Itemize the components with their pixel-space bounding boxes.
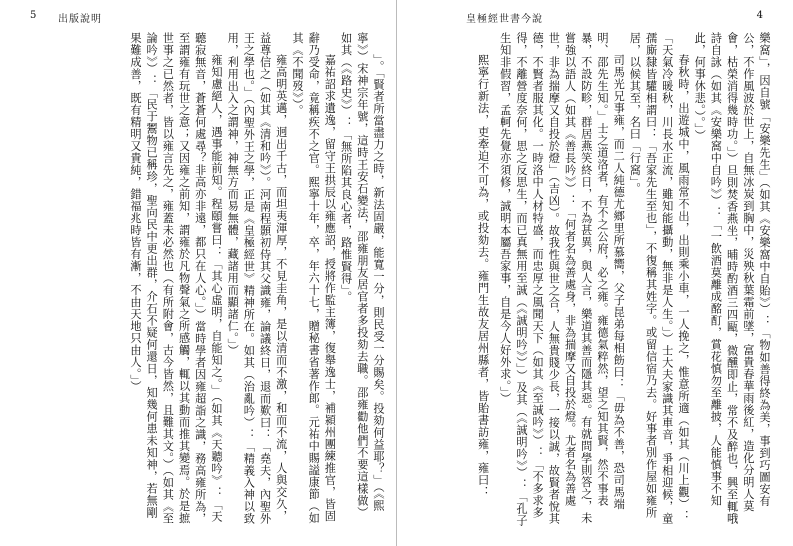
left-paragraph-2: 嘉祐詔求遺逸，留守王拱辰以雍應詔，授將作監主簿，復舉逸士，補潁州團練推官，皆固辭乃受命，竟稱疾不之官。熙寧十年，卒，年六十七，贈秘書省著作郎。元祐中賜謚康節（如其《不聞歿》）。: [290, 32, 337, 524]
paragraph-gap: [491, 32, 497, 528]
left-paragraph-1: 」。「賢者所當盡力之時，新法固嚴，能寬一分，則民受一分賜矣。投劾何益耶？」（《熙寧》）宋神宗年號，這時王安石變法，邵雍朋友居官者多投劾去職。邵雍勸他們不要這樣做）如其（《路史》）：「無所陷其良心者，路惟賢得」。: [339, 32, 385, 519]
left-paragraph-4: 雍知慮絕人，遇事能前知。程頤嘗曰：「其心虛明，自能知之。」（如其《天聽吟》：「天聽寂無音，蒼蒼何處尋？非高亦非遠，都只在人心。」）當時學者因雍超詣之識，務高雍所為，至謂雍有玩世之意；又因雍之前知，謂雍於凡物聲氣之所感觸，輒以其動而推其變焉。於是摭世事之已然者，皆以雍言先之，雍蓋未必然也（有所附會，古今皆然，且難其文。）（如其《至論吟》）：「民于鬻物已稱珍，聖向民中更出群，介石不疑何還日，知幾何患未知神，若無剛果難成善，既有精明又貴純，錯福兆時皆有漸，不由天地只由人。」）: [128, 32, 223, 525]
right-page-number: 4: [756, 10, 763, 21]
page-gutter: [396, 0, 397, 546]
left-page-number: 5: [30, 10, 37, 21]
left-running-head: 出版說明: [58, 14, 102, 25]
right-running-head: 皇極經世書今說: [466, 14, 543, 25]
right-paragraph-2: 春秋時，出遊城中，風雨常不出，出則乘小車，一人挽之，惟意所適（如其（川上觀）：「天氣冷暖秋，川長水正流，雖知能攝動，無非是人生。」）士大夫家識其車音，爭相迎候，童孺廝隸皆驩相謂曰：「吾家先生至也」，不復稱其姓字。或留信宿乃去。好事者別作屋如雍所居，以候其至，名曰「行窩」。: [628, 32, 690, 525]
right-paragraph-3: 司馬光兄事雍，而二人純德尤鄉里所慕嚮，父子昆弟每相飭曰：「毋為不善，恐司馬端明、邵先生知。」士之道洛者，有不之公府，必之雍。雍德氣粹然，望之知其賢，然不事表暴，不設防畛，群居燕笑終日，不為甚異，與人言，樂道其善而隱其惡。有就問學則答之，未嘗強以語人（如其《善長吟》）：「何者名為善處身，非為揣摩又自投於燈。尤者名為善處世，非為揣摩又自投於燈」（吉凶）。故我性與世之合，人無貴賤少長，一接以誠，故賢者悅其德，不賢者服其化。一時洛中人材特盛，而忠厚之風聞天下（如其《至誠吟》）：「不多求多得，不離營度奈何，思之反思生，而已真無用至誠（《誠明吟》）」）及其（《誠明吟》）：「孔子生知非假習，孟軻先覺亦須修，誠明本屬吾家事，自是今人好外求。」）: [498, 32, 626, 527]
left-page-body: [20, 32, 386, 528]
right-paragraph-1: 樂窩」，因自號「安樂先生」（如其《安樂窩中自貽》）：「物如善得終為美，事到巧圖安有公，不作風波於世上，自無冰炭到胸中，災殃秋葉霜前墜，富貴春華雨後紅，造化分明人莫會，枯榮消得幾時功。」）旦則焚香燕坐，晡時酌酒三四甌，微醺即止，常不及醉也，興至輒哦詩自詠（如其《安樂窩中自吟》）：「一飲酒莫離成酩酊，賞花慎勿至離披，人能慎事不知此，何事休悲。）。」）: [693, 32, 771, 525]
left-paragraph-3: 雍高明英邁，迥出千古，而坦夷渾厚，不見圭角，是以清而不激，和而不流，人與交久，益尊信之（如其《清和吟》）。河南程顥初侍其父識雍，論議終日，退而歎曰：「堯夫，內聖外王之學也。」（內聖外王之學，正是《皇極經世》精神所在。如其（治亂吟）：「精義入神以致用，利用出入之謂神，神無方而易無體，藏諸用而顯諸仁。」）: [226, 32, 288, 525]
right-paragraph-4: 熙寧行新法，吏牽迫不可為，或投劾去。雍門生故友居州縣者，皆貽書訪雍，雍曰：: [476, 54, 490, 499]
right-page-body: [410, 32, 772, 528]
